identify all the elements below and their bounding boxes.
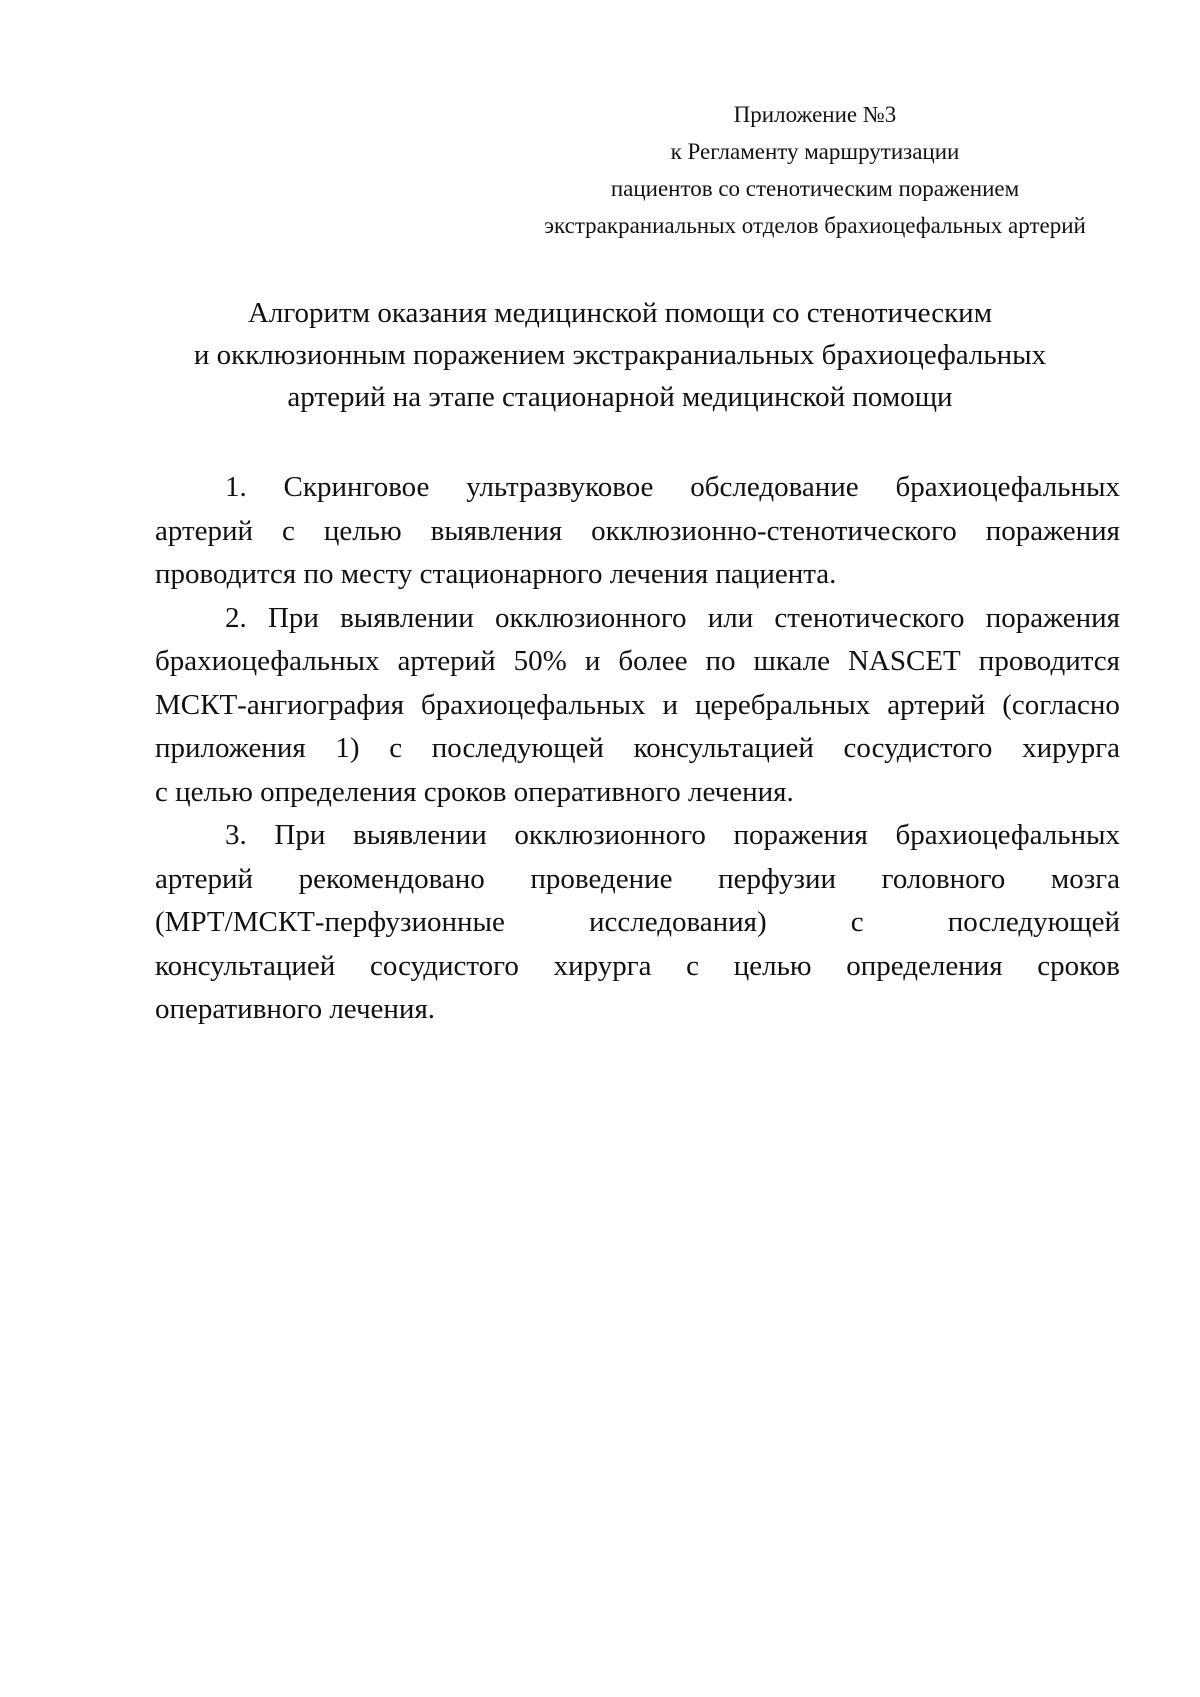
- appendix-number: Приложение №3: [733, 102, 897, 127]
- list-item-3: [155, 814, 1120, 1032]
- paragraph-line: с целью определения сроков оперативного лечения.: [155, 775, 794, 808]
- title-line-1: Алгоритм оказания медицинской помощи со стенотическим: [247, 297, 993, 329]
- document-title: [150, 292, 1090, 418]
- appendix-reference: к Регламенту маршрутизации: [670, 139, 960, 164]
- paragraph-line: 2. При выявлении окклюзионного или стенотического поражения: [225, 601, 1120, 634]
- list-item-1: [155, 466, 1120, 597]
- paragraph-line: 1. Скринговое ультразвуковое обследование брахиоцефальных: [225, 471, 1120, 503]
- paragraph-line: артерий с целью выявления окклюзионно-стенотического поражения: [155, 514, 1120, 547]
- paragraph-line: артерий рекомендовано проведение перфузии головного мозга: [155, 862, 1120, 895]
- paragraph-line: приложения 1) с последующей консультацией сосудистого хирурга: [155, 732, 1120, 764]
- paragraph-line: 3. При выявлении окклюзионного поражения брахиоцефальных: [225, 819, 1120, 851]
- title-line-2: и окклюзионным поражением экстракраниальных брахиоцефальных: [193, 339, 1047, 371]
- paragraph-line: брахиоцефальных артерий 50% и более по шкале NASCET проводится: [155, 645, 1120, 677]
- appendix-subject: пациентов со стенотическим поражением: [610, 176, 1020, 201]
- paragraph-line: проводится по месту стационарного лечения пациента.: [155, 558, 837, 590]
- list-item-2: [155, 597, 1120, 815]
- appendix-subject-cont: экстракраниальных отделов брахиоцефальных артерий: [544, 213, 1086, 238]
- paragraph-line: консультацией сосудистого хирурга с целью определения сроков: [155, 949, 1120, 982]
- paragraph-line: оперативного лечения.: [155, 993, 436, 1025]
- appendix-header: [500, 96, 1130, 244]
- title-line-3: артерий на этапе стационарной медицинской помощи: [287, 381, 953, 413]
- paragraph-line: (МРТ/МСКТ-перфузионные исследования) с последующей: [155, 906, 1120, 938]
- paragraph-line: МСКТ-ангиография брахиоцефальных и церебральных артерий (согласно: [155, 688, 1120, 721]
- document-body: [155, 466, 1120, 1032]
